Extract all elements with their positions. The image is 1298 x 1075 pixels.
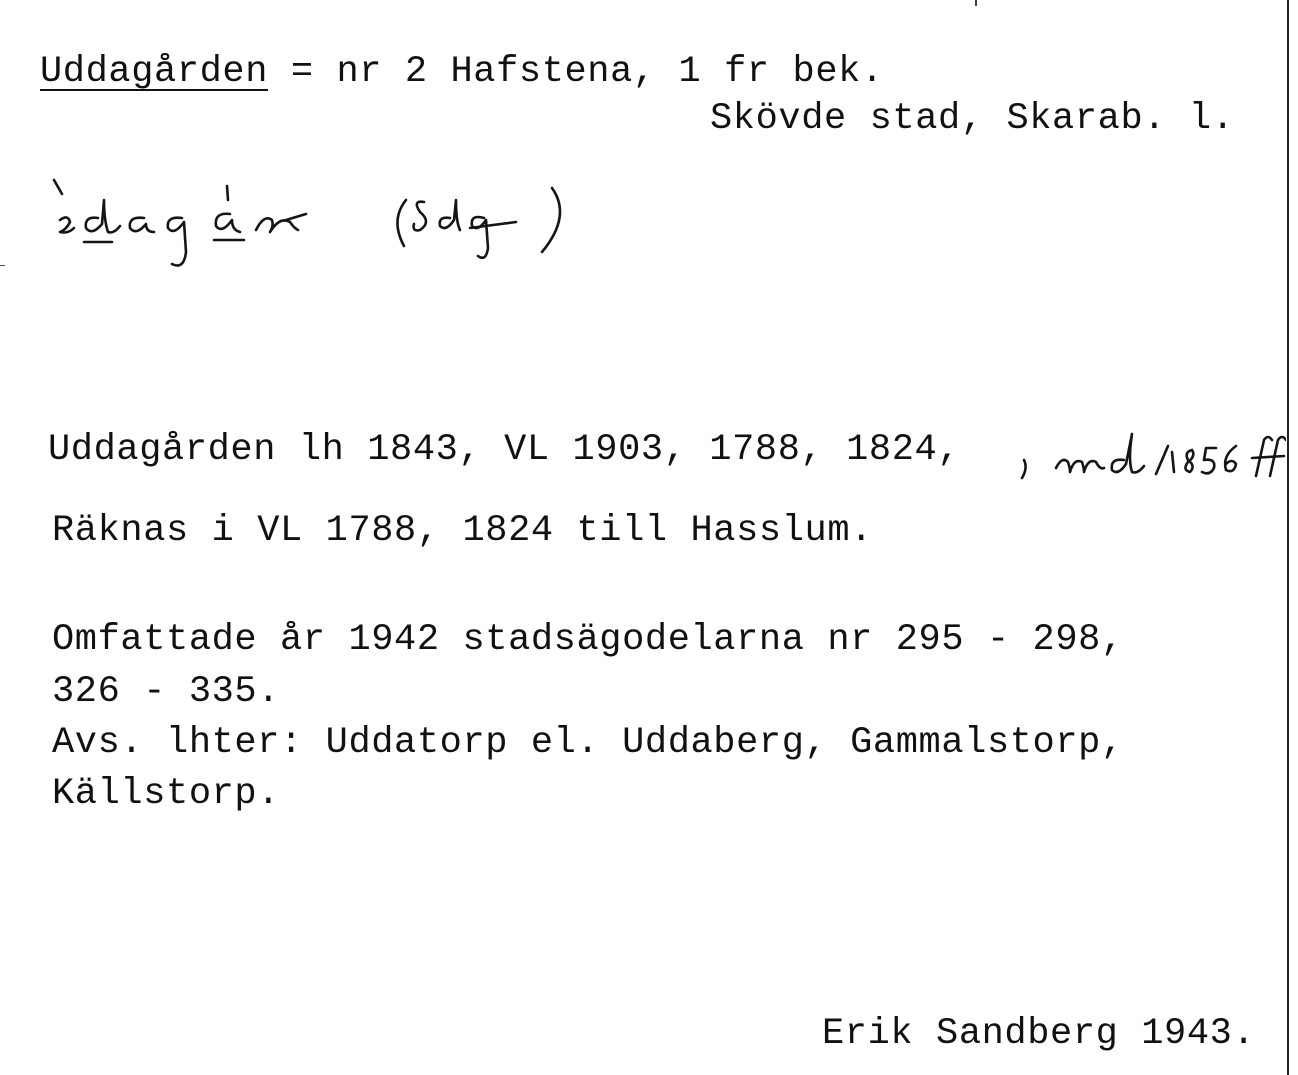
signature-line: Erik Sandberg 1943. <box>822 1013 1256 1055</box>
place-name: Uddagården <box>40 51 269 93</box>
card-right-edge <box>1287 0 1289 1075</box>
handwritten-pronunciation <box>40 170 600 280</box>
comprised-line-1: Omfattade år 1942 stadsägodelarna nr 295 - 298, <box>52 619 1124 661</box>
card-heading <box>40 50 884 94</box>
handwritten-source-note <box>1020 420 1286 490</box>
counted-line: Räknas i VL 1788, 1824 till Hasslum. <box>52 510 873 552</box>
sources-line: Uddagården lh 1843, VL 1903, 1788, 1824, <box>48 429 961 471</box>
location-line: Skövde stad, Skarab. l. <box>710 98 1235 140</box>
comprised-line-2: 326 - 335. <box>52 671 281 713</box>
derived-line-1: Avs. lhter: Uddatorp el. Uddaberg, Gammalstorp, <box>52 722 1124 764</box>
derived-line-2: Källstorp. <box>52 773 281 815</box>
scan-mark-top <box>975 0 977 6</box>
scan-mark-left <box>0 265 5 266</box>
heading-details: = nr 2 Hafstena, 1 fr bek. <box>268 51 884 93</box>
